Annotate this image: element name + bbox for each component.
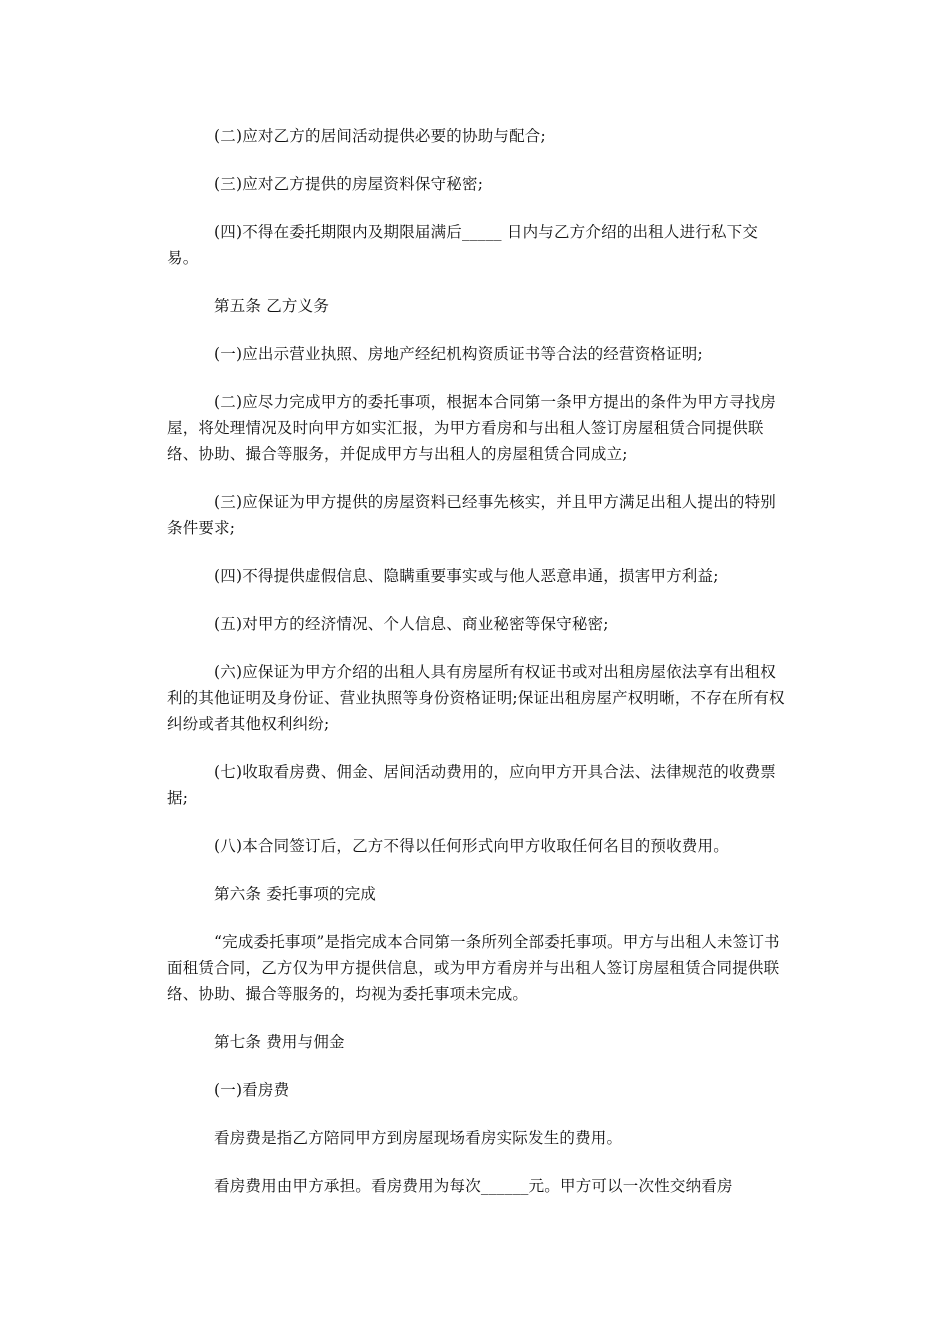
viewing-fee-amount: 看房费用由甲方承担。看房费用为每次______元。甲方可以一次性交纳看房 <box>214 1177 733 1195</box>
party-b-duty-6: (六)应保证为甲方介绍的出租人具有房屋所有权证书或对出租房屋依法享有出租权利的其他证明及身份证、营业执照等身份资格证明;保证出租房屋产权明晰，不存在所有权纠纷或者其他权利纠纷; <box>167 663 785 733</box>
article-6-definition: “完成委托事项”是指完成本合同第一条所列全部委托事项。甲方与出租人未签订书面租赁合同，乙方仅为甲方提供信息，或为甲方看房并与出租人签订房屋租赁合同提供联络、协助、撮合等服务的，均视为委托事项未完成。 <box>167 933 780 1003</box>
viewing-fee-definition: 看房费是指乙方陪同甲方到房屋现场看房实际发生的费用。 <box>214 1129 623 1147</box>
clause-paragraph-3-confidential: (三)应对乙方提供的房屋资料保守秘密; <box>214 175 484 193</box>
article-5-heading: 第五条 乙方义务 <box>214 297 330 315</box>
party-b-duty-1: (一)应出示营业执照、房地产经纪机构资质证书等合法的经营资格证明; <box>214 345 703 363</box>
document-body <box>167 123 785 1221</box>
party-b-duty-7: (七)收取看房费、佣金、居间活动费用的，应向甲方开具合法、法律规范的收费票据; <box>167 763 776 807</box>
viewing-fee-heading: (一)看房费 <box>214 1081 290 1099</box>
clause-paragraph-4-private-deal: (四)不得在委托期限内及期限届满后_____ 日内与乙方介绍的出租人进行私下交易。 <box>167 223 759 267</box>
party-b-duty-5: (五)对甲方的经济情况、个人信息、商业秘密等保守秘密; <box>214 615 609 633</box>
article-6-heading: 第六条 委托事项的完成 <box>214 885 377 903</box>
party-b-duty-2: (二)应尽力完成甲方的委托事项，根据本合同第一条甲方提出的条件为甲方寻找房屋，将处理情况及时向甲方如实汇报，为甲方看房和与出租人签订房屋租赁合同提供联络、协助、撮合等服务，并促成甲方与出租人的房屋租赁合同成立; <box>167 393 776 463</box>
article-7-heading: 第七条 费用与佣金 <box>214 1033 345 1051</box>
party-b-duty-3: (三)应保证为甲方提供的房屋资料已经事先核实，并且甲方满足出租人提出的特别条件要求; <box>167 493 776 537</box>
party-b-duty-4: (四)不得提供虚假信息、隐瞒重要事实或与他人恶意串通，损害甲方利益; <box>214 567 719 585</box>
clause-paragraph-2-assist: (二)应对乙方的居间活动提供必要的协助与配合; <box>214 127 546 145</box>
party-b-duty-8: (八)本合同签订后，乙方不得以任何形式向甲方收取任何名目的预收费用。 <box>214 837 729 855</box>
